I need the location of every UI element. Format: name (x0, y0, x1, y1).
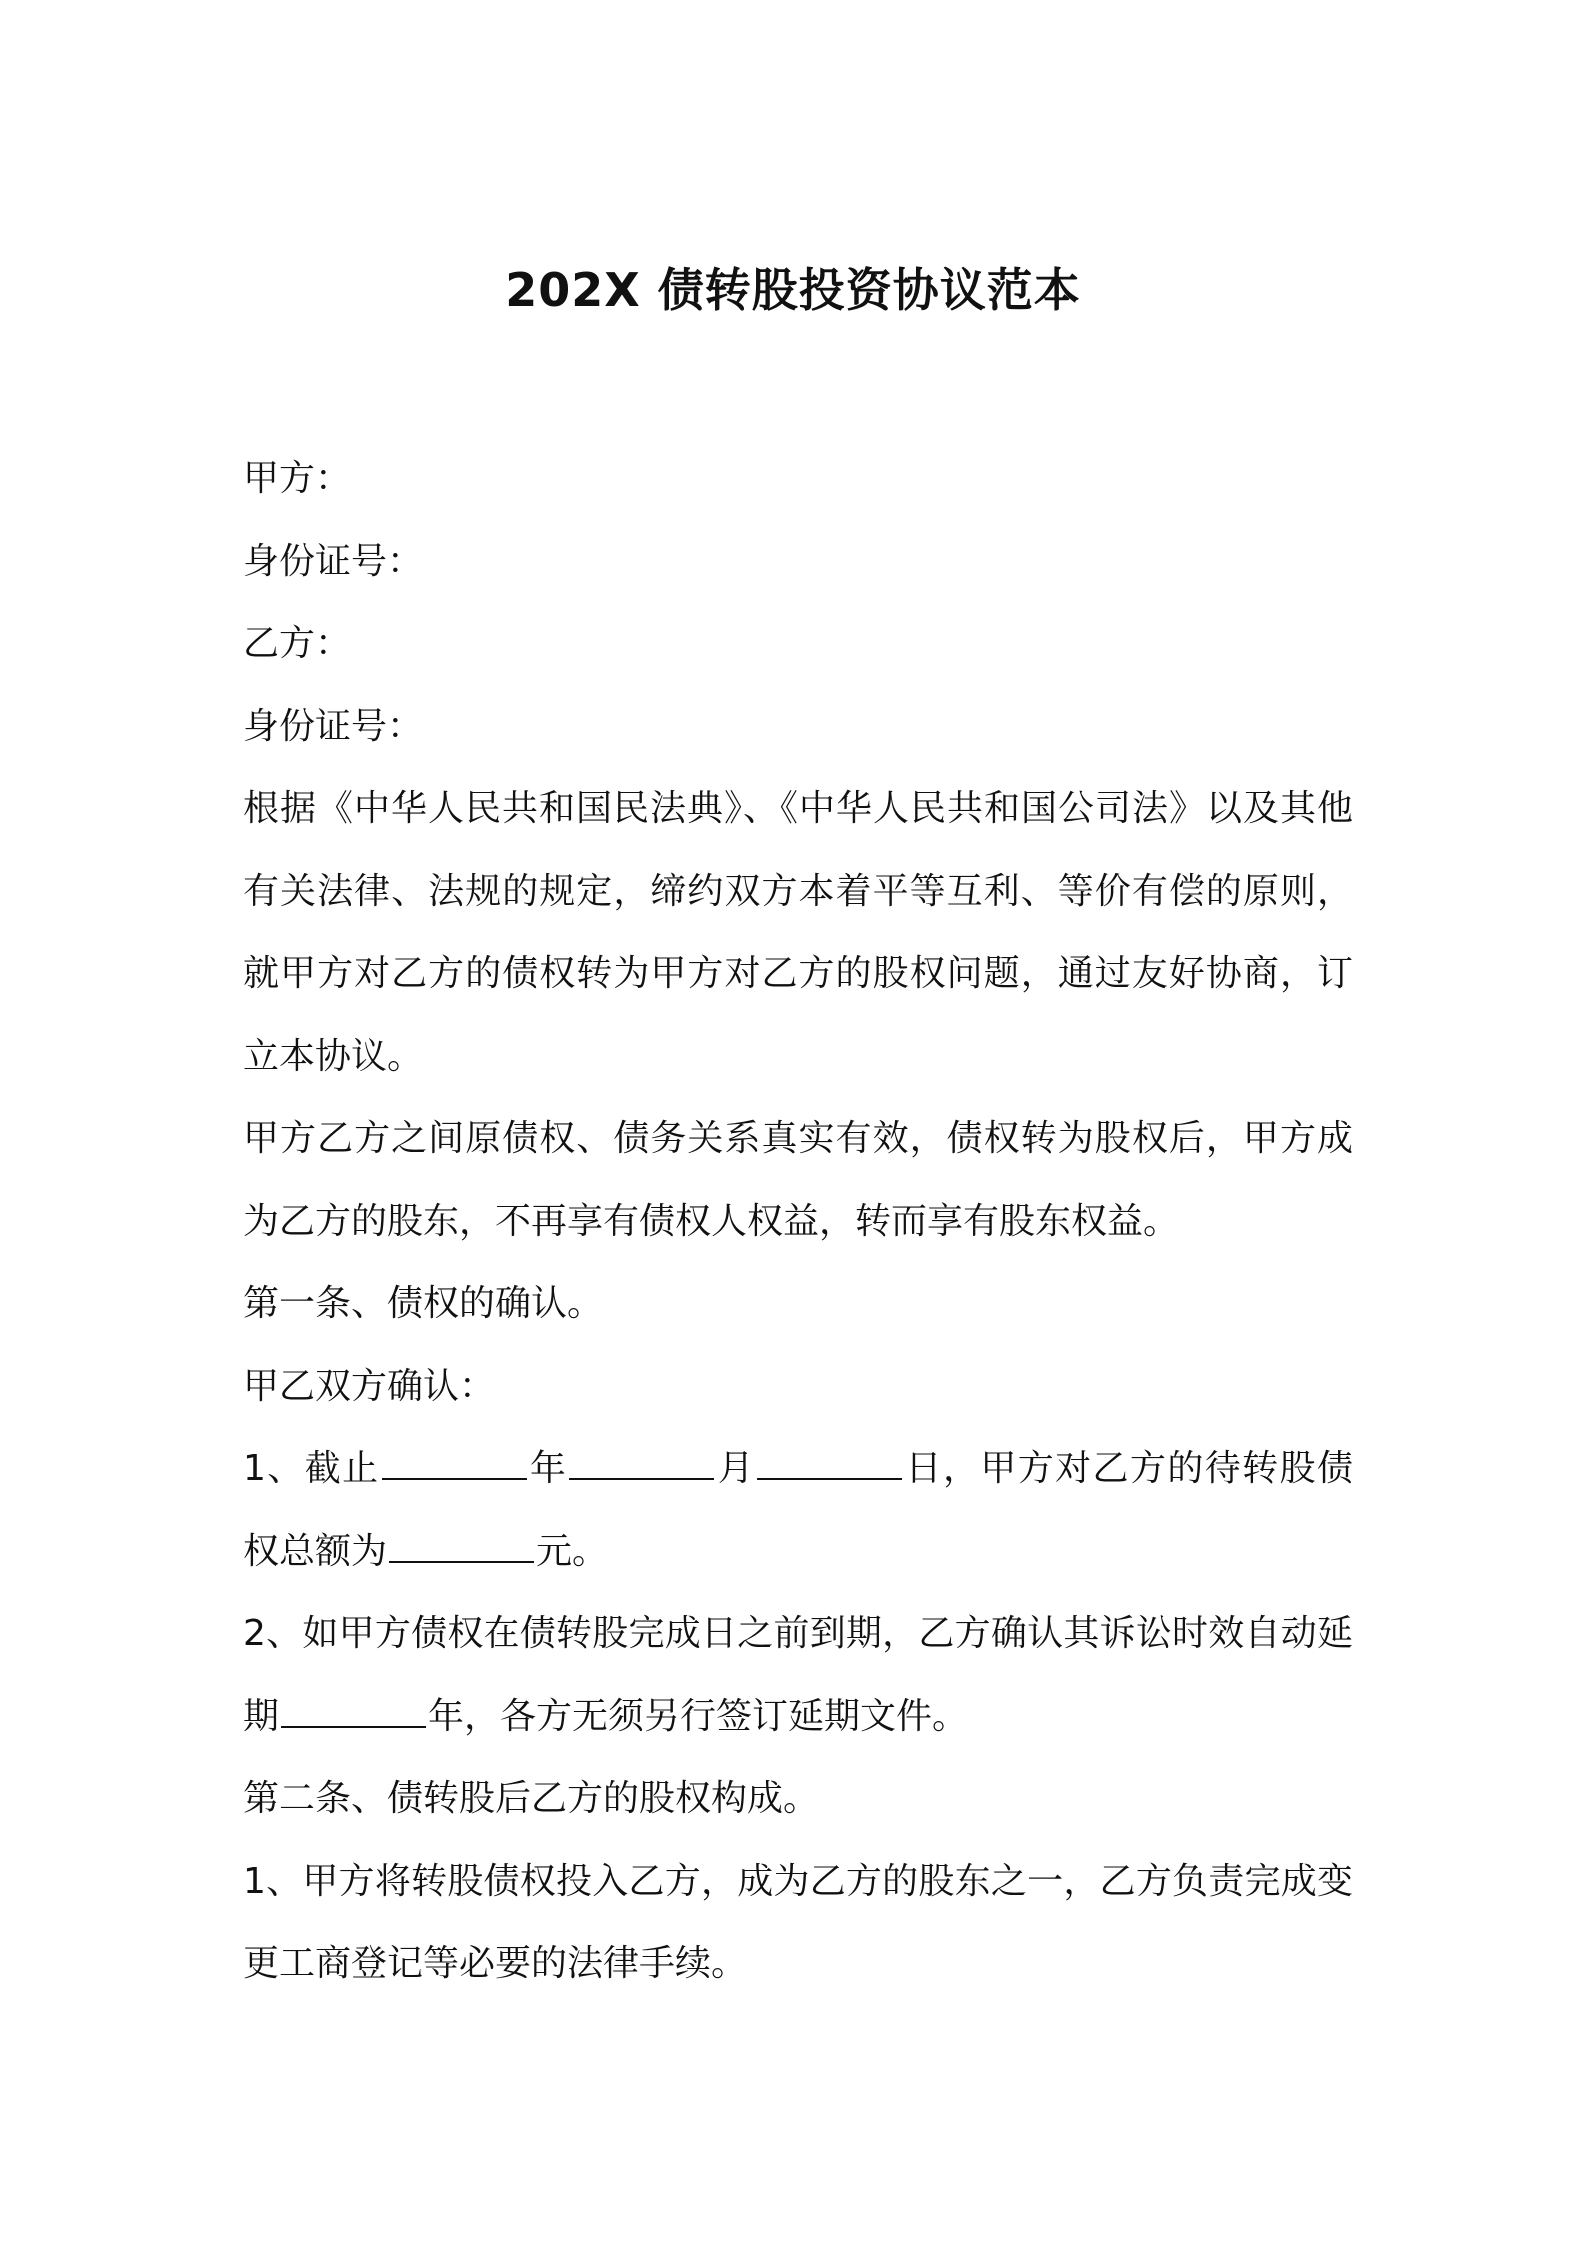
party-b-id-field: 身份证号： (243, 705, 424, 747)
article-1-intro: 甲乙双方确认： (243, 1365, 496, 1407)
article-1-heading: 第一条、债权的确认。 (243, 1283, 604, 1324)
clause-text: 1、截止 (243, 1448, 380, 1489)
document-body (243, 438, 1353, 2006)
party-a-field: 甲方： (243, 458, 352, 499)
blank-line (569, 1448, 714, 1480)
blank-line (382, 1448, 527, 1480)
clause-text: 日，甲方对乙方的待转股债权总额为 (243, 1448, 1353, 1572)
preamble-paragraph: 根据《中华人民共和国民法典》、《中华人民共和国公司法》以及其他有关法律、法规的规定，缔约双方本着平等互利、等价有偿的原则，就甲方对乙方的债权转为甲方对乙方的股权问题，通过友好协商，订立本协议。 (243, 788, 1353, 1077)
clause-text: 月 (716, 1448, 756, 1489)
blank-line (389, 1531, 534, 1563)
blank-line (757, 1448, 902, 1480)
clause-text: 元。 (536, 1530, 609, 1572)
article-1-clause-2 (243, 1593, 1353, 1758)
clause-text: 2、如甲方债权在债转股完成日之前到期，乙方确认其诉讼时效自动延期 (243, 1613, 1353, 1737)
blank-line (281, 1696, 426, 1728)
article-2-clause-1: 1、甲方将转股债权投入乙方，成为乙方的股东之一，乙方负责完成变更工商登记等必要的法律手续。 (243, 1860, 1353, 1984)
clause-text: 年，各方无须另行签订延期文件。 (428, 1695, 969, 1737)
party-a-id-field: 身份证号： (243, 540, 424, 582)
party-b-field: 乙方： (243, 623, 352, 664)
article-1-clause-1 (243, 1428, 1353, 1593)
document-title: 202X 债转股投资协议范本 (505, 263, 1081, 317)
clause-text: 年 (528, 1448, 568, 1489)
relationship-paragraph: 甲方乙方之间原债权、债务关系真实有效，债权转为股权后，甲方成为乙方的股东，不再享有债权人权益，转而享有股东权益。 (243, 1118, 1353, 1242)
article-2-heading: 第二条、债转股后乙方的股权构成。 (243, 1778, 820, 1819)
